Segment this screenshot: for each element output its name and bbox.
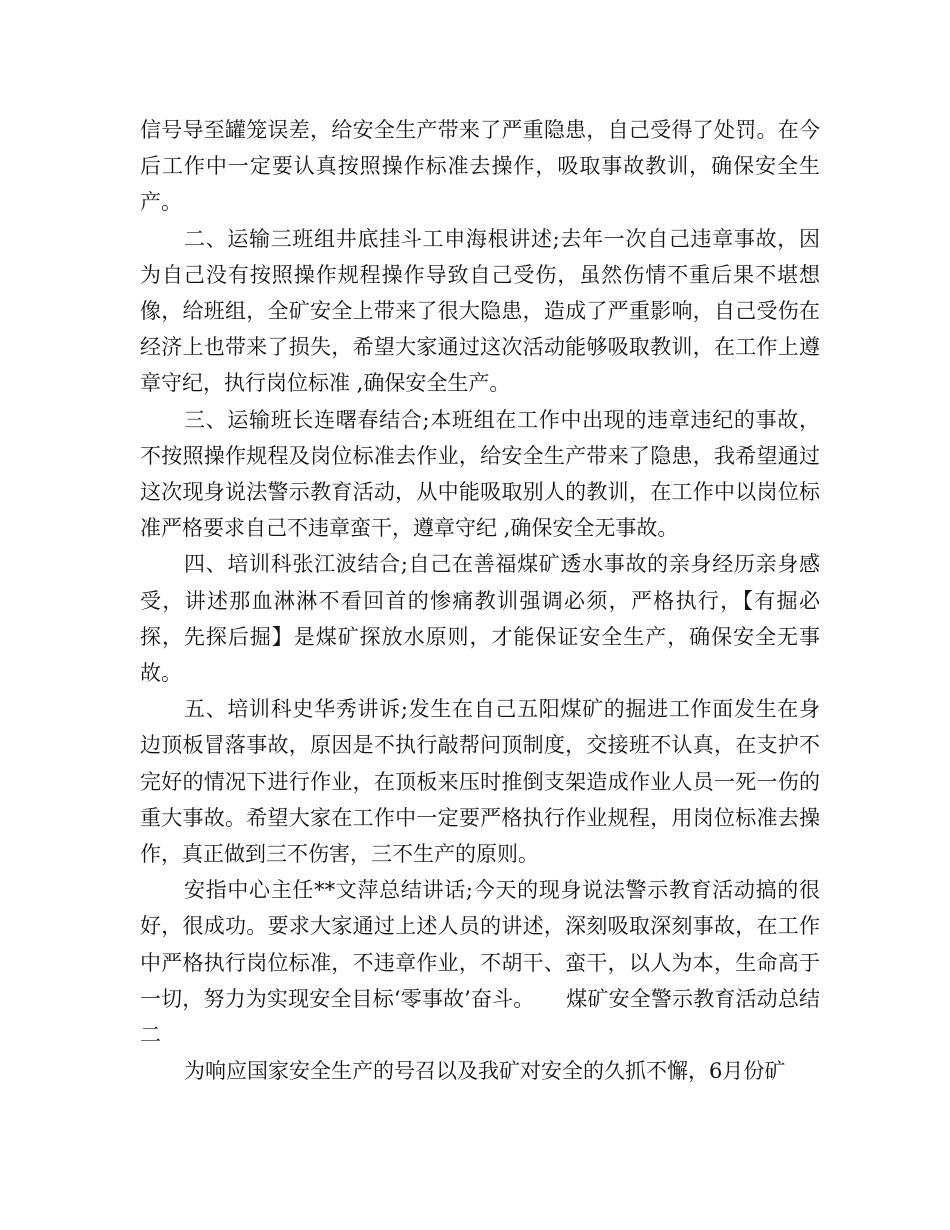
paragraph-continuation: 信号导至罐笼误差，给安全生产带来了严重隐患，自己受得了处罚。在今后工作中一定要认真按照操作标准去操作，吸取事故教训，确保安全生产。 xyxy=(140,118,820,215)
paragraph-item-2: 二、运输三班组井底挂斗工申海根讲述;去年一次自己违章事故，因为自己没有按照操作规程操作导致自己受伤，虽然伤情不重后果不堪想像，给班组，全矿安全上带来了很大隐患，造成了严重影响，自己受伤在经济上也带来了损失，希望大家通过这次活动能够吸取教训，在工作上遵章守纪，执行岗位标准 ,确保安全生产。 xyxy=(140,226,820,396)
document-page xyxy=(140,112,820,1089)
paragraph-item-3: 三、运输班长连曙春结合;本班组在工作中出现的违章违纪的事故，不按照操作规程及岗位标准去作业，给安全生产带来了隐患，我希望通过这次现身说法警示教育活动，从中能吸取别人的教训，在工作中以岗位标准严格要求自己不违章蛮干，遵章守纪 ,确保安全无事故。 xyxy=(140,407,820,541)
paragraph-item-5: 五、培训科史华秀讲诉;发生在自己五阳煤矿的掘进工作面发生在身边顶板冒落事故，原因是不执行敲帮问顶制度，交接班不认真，在支护不完好的情况下进行作业，在顶板来压时推倒支架造成作业人员一死一伤的重大事故。希望大家在工作中一定要严格执行作业规程，用岗位标准去操作，真正做到三不伤害，三不生产的原则。 xyxy=(140,697,820,867)
paragraph-summary-speech: 安指中心主任**文萍总结讲话;今天的现身说法警示教育活动搞的很好，很成功。要求大家通过上述人员的讲述，深刻吸取深刻事故，在工作中严格执行岗位标准，不违章作业，不胡干、蛮干，以人为本，生命高于一切，努力为实现安全目标‘零事故’奋斗。 煤矿安全警示教育活动总结二 xyxy=(140,878,820,1048)
paragraph-item-4: 四、培训科张江波结合;自己在善福煤矿透水事故的亲身经历亲身感受，讲述那血淋淋不看回首的惨痛教训强调必须，严格执行，【有掘必探，先探后掘】是煤矿探放水原则，才能保证安全生产，确保安全无事故。 xyxy=(140,552,820,686)
paragraph-section-two-intro: 为响应国家安全生产的号召以及我矿对安全的久抓不懈，6月份矿 xyxy=(184,1059,786,1084)
